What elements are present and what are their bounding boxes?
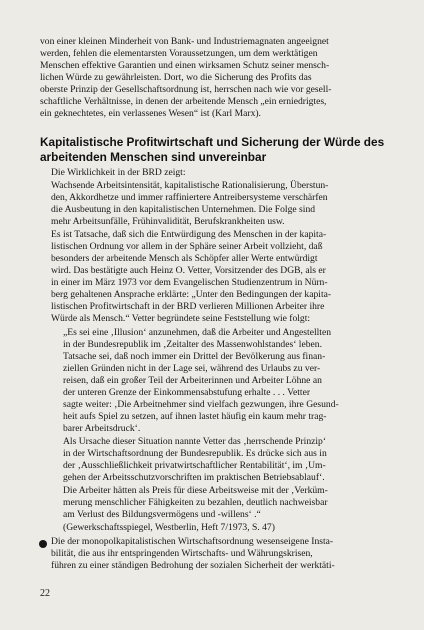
text-line: listischen Profitwirtschaft in der BRD verlieren Millionen Arbeiter ihre <box>51 301 325 312</box>
text-line: ein geknechtetes, ein verlassenes Wesen“ ist (Karl Marx). <box>40 108 261 119</box>
text-line: mehr Arbeitsunfälle, Frühinvalidität, Berufskrankheiten usw. <box>51 216 285 227</box>
section-heading: Kapitalistische Profitwirtschaft und Sicherung der Würde des <box>40 135 385 149</box>
quote-line: heit aufs Spiel zu setzen, auf ihnen lastet häufig ein kaum mehr trag- <box>63 411 327 422</box>
text-line: führen zu einer ständigen Bedrohung der sozialen Sicherheit der werktäti- <box>51 560 335 571</box>
text-line: werden, fehlen die elementarsten Voraussetzungen, um dem werktätigen <box>40 48 318 59</box>
text-line: berg gehaltenen Ansprache erklärte: „Unter den Bedingungen der kapita- <box>51 289 332 300</box>
text-line: den, Akkordhetze und immer raffiniertere Antreibersysteme verschärfen <box>51 192 328 203</box>
text-line: Die Wirklichkeit in der BRD zeigt: <box>51 167 186 178</box>
bullet-dot-icon <box>39 540 47 548</box>
quote-line: reisen, daß ein großer Teil der Arbeiterinnen und Arbeiter Löhne an <box>63 375 322 386</box>
quote-line: ziellen Gründen nicht in der Lage sei, während des Urlaubs zu ver- <box>63 363 321 374</box>
quote-line: Tatsache sei, daß noch immer ein Drittel der Bevölkerung aus finan- <box>63 351 326 362</box>
quote-line: merung menschlicher Fähigkeiten zu bezahlen, deutlich nachweisbar <box>63 497 328 508</box>
text-line: die Ausbeutung in den kapitalistischen Unternehmen. Die Folge sind <box>51 204 316 215</box>
quote-line: sagte weiter: ‚Die Arbeitnehmer sind vielfach gezwungen, ihre Gesund- <box>63 399 339 410</box>
quote-line: der ‚Ausschließlichkeit privatwirtschaftlicher Rentabilität‘, im ‚Um- <box>63 460 326 471</box>
text-line: listischen Ordnung vor allem in der Sphäre seiner Arbeit vollzieht, daß <box>51 241 323 252</box>
citation-line: (Gewerkschaftsspiegel, Westberlin, Heft 7/1973, S. 47) <box>63 522 275 533</box>
text-line: Würde als Mensch.“ Vetter begründete seine Feststellung wie folgt: <box>51 313 311 324</box>
text-line: besonders der arbeitende Mensch als Schöpfer aller Werte entwürdigt <box>51 253 318 264</box>
text-line: Wachsende Arbeitsintensität, kapitalistische Rationalisierung, Überstun- <box>51 180 329 191</box>
text-line: Menschen effektive Garantien und einen wirksamen Schutz seiner mensch- <box>40 60 330 71</box>
quote-line: der unteren Grenze der Einkommensabstufung erhalte . . . Vetter <box>63 387 311 398</box>
text-line: Es ist Tatsache, daß sich die Entwürdigung des Menschen in der kapita- <box>51 229 327 240</box>
quote-line: barer Arbeitsdruck‘. <box>63 423 141 434</box>
quote-line: „Es sei eine ‚Illusion‘ anzunehmen, daß die Arbeiter und Angestellten <box>63 327 332 338</box>
text-line: wird. Das bestätigte auch Heinz O. Vetter, Vorsitzender des DGB, als er <box>51 265 326 276</box>
quote-line: am Verlust des Bildungsvermögens und -willens‘ .“ <box>63 509 261 520</box>
text-line: von einer kleinen Minderheit von Bank- und Industriemagnaten angeeignet <box>40 36 329 47</box>
quote-line: gehen der Arbeitsschutzvorschriften im praktischen Betriebsablauf‘. <box>63 472 325 483</box>
text-line: oberste Prinzip der Gesellschaftsordnung ist, herrschen nach wie vor gesell- <box>40 84 332 95</box>
text-line: in einer im März 1973 vor dem Evangelischen Studienzentrum in Nürn- <box>51 277 328 288</box>
page-number: 22 <box>40 588 50 599</box>
text-line: schaftliche Verhältnisse, in denen der arbeitende Mensch „ein erniedrigtes, <box>40 96 327 107</box>
quote-line: Als Ursache dieser Situation nannte Vetter das ‚herrschende Prinzip‘ <box>63 436 327 447</box>
quote-line: in der Bundesrepublik im ‚Zeitalter des Massenwohlstandes‘ leben. <box>63 339 322 350</box>
text-line: Die der monopolkapitalistischen Wirtschaftsordnung wesenseigene Insta- <box>51 536 334 547</box>
quote-line: in der Wirtschaftsordnung der Bundesrepublik. Es drücke sich aus in <box>63 448 327 459</box>
text-line: lichen Würde zu gewährleisten. Dort, wo die Sicherung des Profits das <box>40 72 312 83</box>
section-heading: arbeitenden Menschen sind unvereinbar <box>40 150 267 164</box>
text-line: bilität, die aus ihr entspringenden Wirtschafts- und Währungskrisen, <box>51 548 313 559</box>
quote-line: Die Arbeiter hätten als Preis für diese Arbeitsweise mit der ‚Verküm- <box>63 485 328 496</box>
